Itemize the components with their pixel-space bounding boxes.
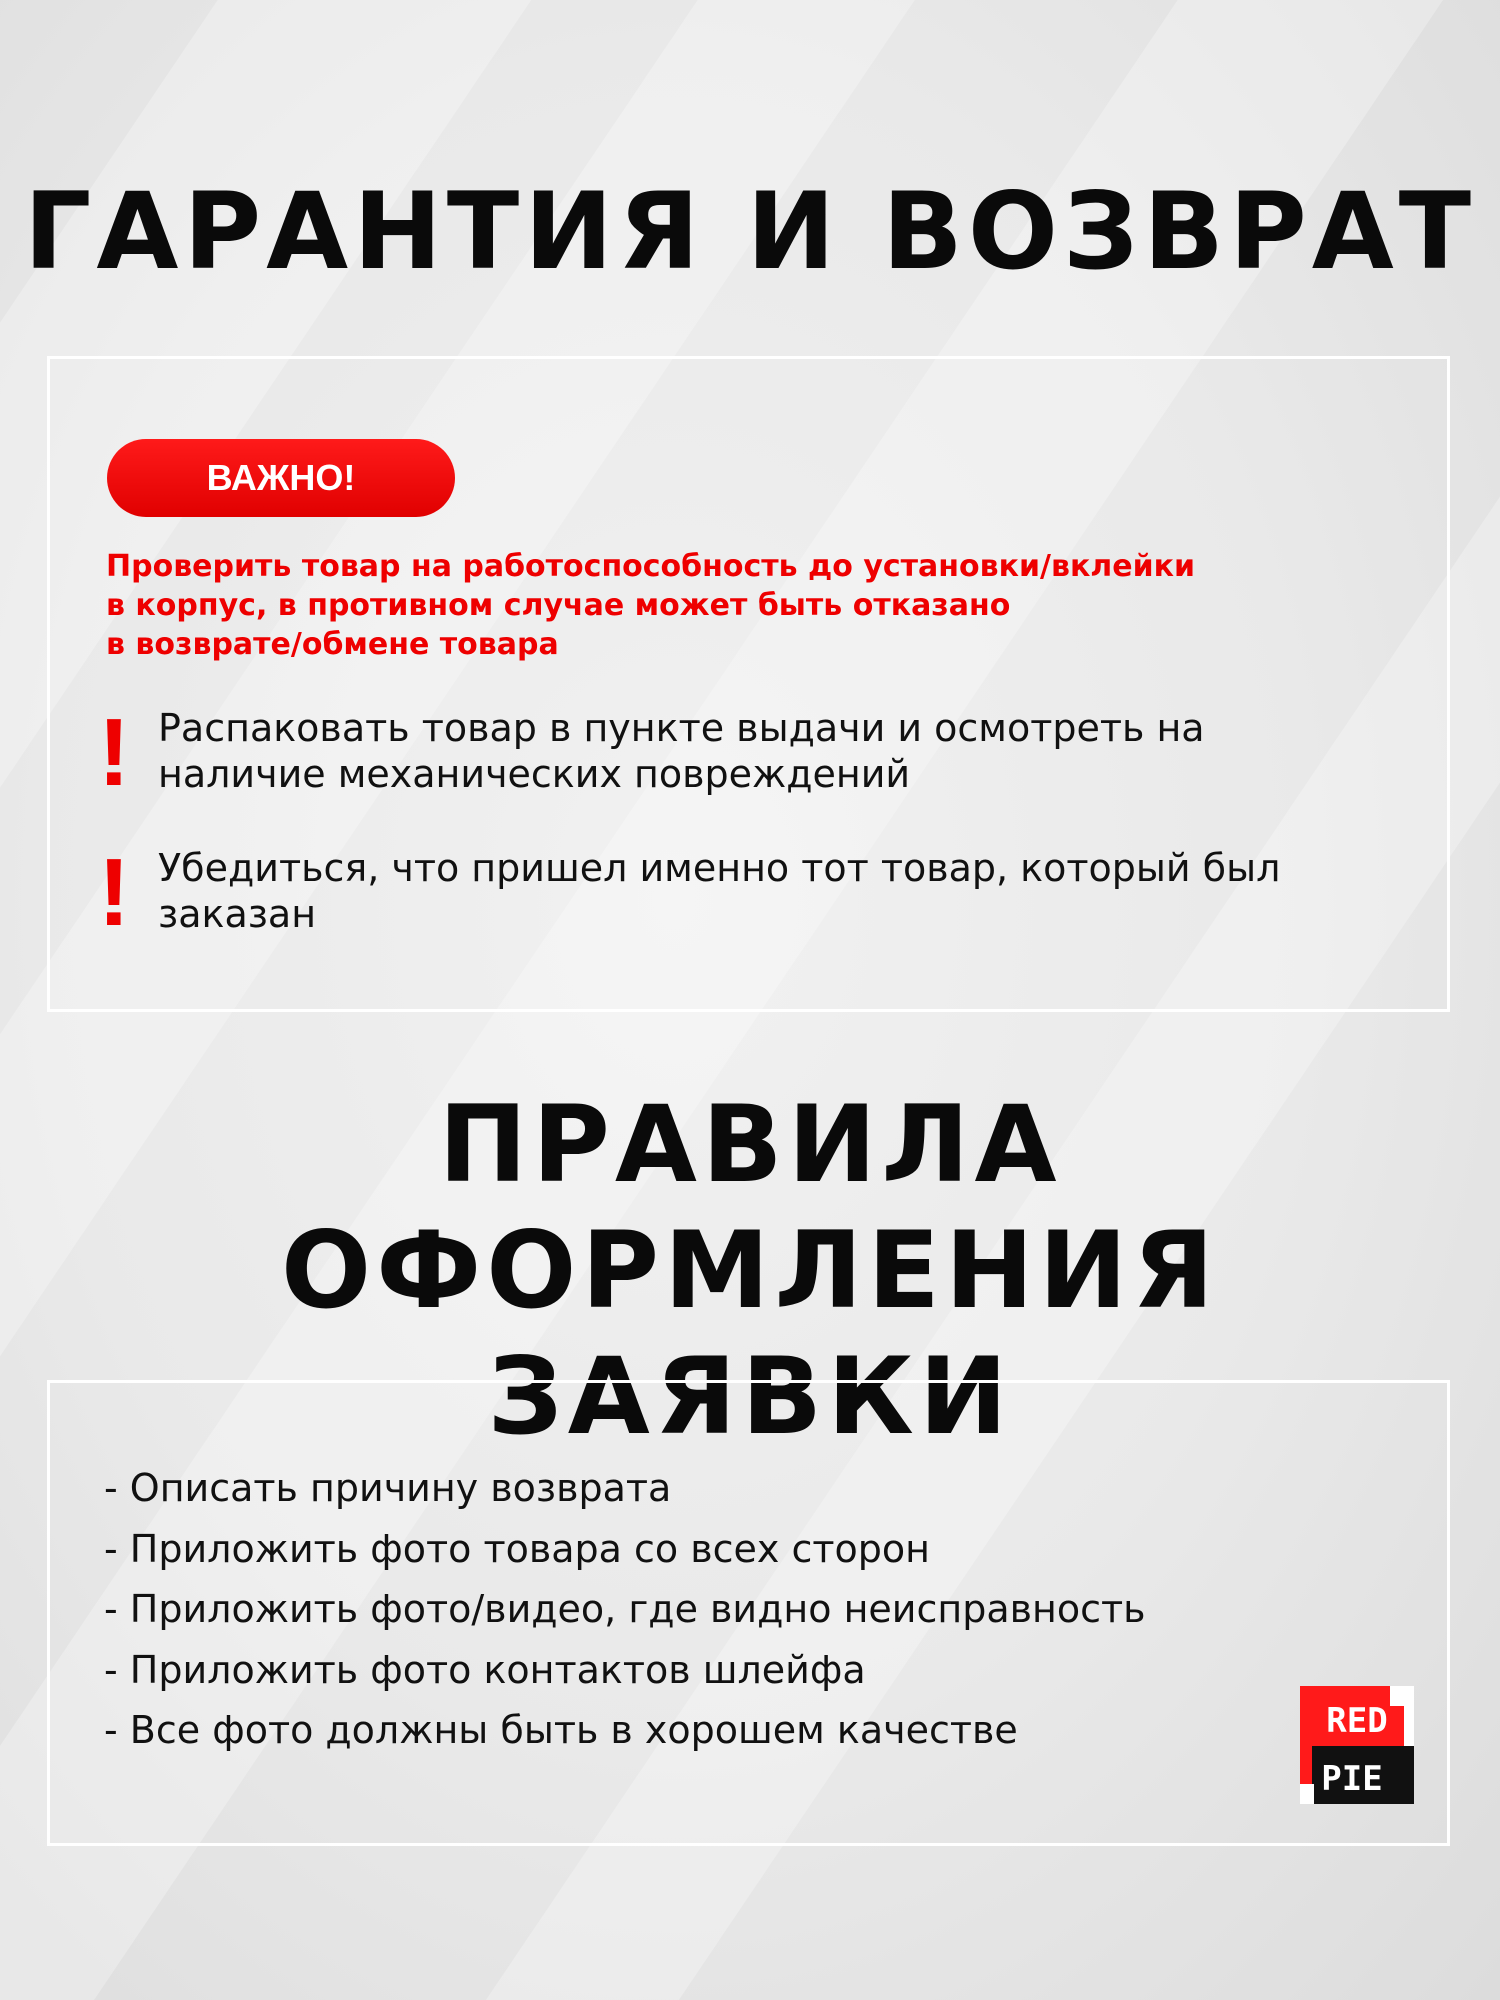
bullet-line: заказан (158, 892, 317, 936)
logo-text-pie: PIE (1321, 1759, 1383, 1799)
bullet-text (158, 705, 1448, 797)
rules-list (104, 1458, 1304, 1761)
list-item: - Все фото должны быть в хорошем качестве (104, 1708, 1018, 1752)
exclamation-icon: ! (98, 839, 130, 946)
bullet-line: Убедиться, что пришел именно тот товар, который был (158, 846, 1281, 890)
warning-line: в возврате/обмене товара (106, 627, 559, 662)
bullet-line: Распаковать товар в пункте выдачи и осмотреть на (158, 706, 1205, 750)
redpie-logo (1300, 1686, 1414, 1804)
title-line: ОФОРМЛЕНИЯ ЗАЯВКИ (280, 1209, 1219, 1458)
warning-line: Проверить товар на работоспособность до установки/вклейки (106, 549, 1196, 584)
bullet-line: наличие механических повреждений (158, 752, 911, 796)
list-item: - Приложить фото контактов шлейфа (104, 1647, 866, 1692)
warning-text (106, 547, 1406, 664)
important-badge: ВАЖНО! (107, 439, 455, 517)
redpie-logo-graphic (1300, 1686, 1414, 1804)
list-item: - Описать причину возврата (104, 1466, 672, 1510)
logo-text-red: RED (1326, 1701, 1388, 1741)
title-line: ПРАВИЛА (438, 1083, 1062, 1206)
list-item: - Приложить фото/видео, где видно неисправность (104, 1587, 1146, 1631)
list-item: - Приложить фото товара со всех сторон (104, 1526, 930, 1571)
bullet-text (158, 845, 1448, 937)
exclamation-icon: ! (98, 699, 130, 806)
warning-line: в корпус, в противном случае может быть отказано (106, 588, 1011, 623)
page-title-warranty: ГАРАНТИЯ И ВОЗВРАТ (23, 170, 1477, 293)
